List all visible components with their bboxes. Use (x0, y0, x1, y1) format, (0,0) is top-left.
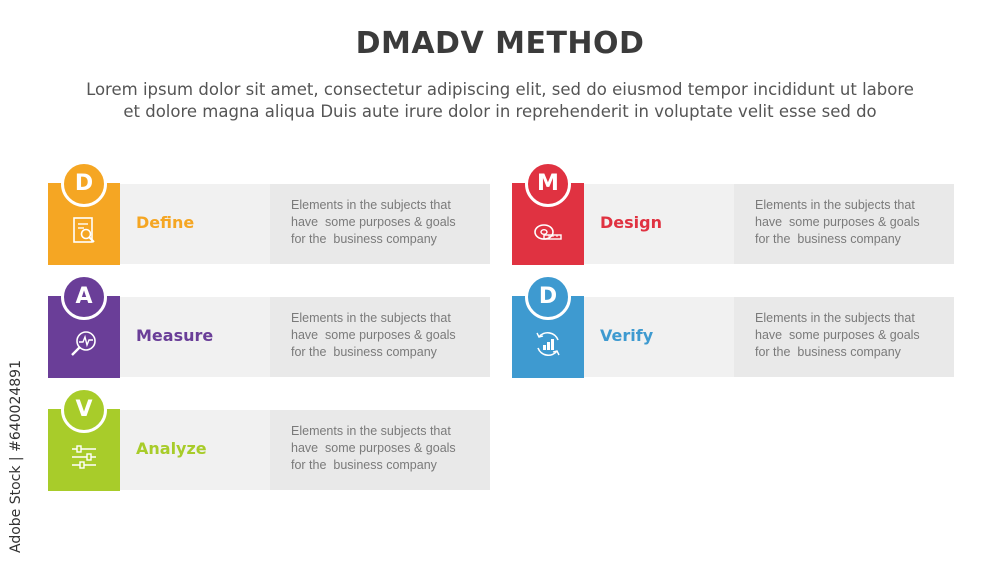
growth-cycle-icon (532, 328, 564, 360)
step-letter-circle: M (525, 161, 571, 207)
sliders-icon (68, 441, 100, 473)
page-subtitle (40, 79, 960, 123)
step-label: Define (136, 213, 195, 232)
step-description: Elements in the subjects that have some purposes & goals for the business company (291, 311, 456, 359)
subtitle-line-1: Lorem ipsum dolor sit amet, consectetur adipiscing elit, sed do eiusmod tempor incididunt ut labore (86, 80, 914, 99)
step-card-analyze (48, 397, 490, 491)
step-description: Elements in the subjects that have some purposes & goals for the business company (755, 311, 920, 359)
step-description: Elements in the subjects that have some purposes & goals for the business company (755, 198, 920, 246)
step-letter-circle: D (525, 274, 571, 320)
step-description: Elements in the subjects that have some purposes & goals for the business company (291, 198, 456, 246)
step-label: Design (600, 213, 662, 232)
magnifier-chart-icon (68, 328, 100, 360)
step-label: Measure (136, 326, 214, 345)
step-letter-circle: V (61, 387, 107, 433)
step-card-design (512, 171, 954, 265)
step-letter-circle: D (61, 161, 107, 207)
step-label: Analyze (136, 439, 207, 458)
tape-measure-icon (532, 215, 564, 247)
step-card-measure (48, 284, 490, 378)
document-search-icon (68, 215, 100, 247)
step-description: Elements in the subjects that have some purposes & goals for the business company (291, 424, 456, 472)
page-title: DMADV METHOD (355, 26, 645, 61)
step-card-define (48, 171, 490, 265)
step-card-verify (512, 284, 954, 378)
subtitle-line-2: et dolore magna aliqua Duis aute irure dolor in reprehenderit in voluptate velit esse sed do (123, 102, 877, 121)
stock-watermark: Adobe Stock | #640024891 (8, 360, 24, 553)
step-label: Verify (600, 326, 654, 345)
step-letter-circle: A (61, 274, 107, 320)
